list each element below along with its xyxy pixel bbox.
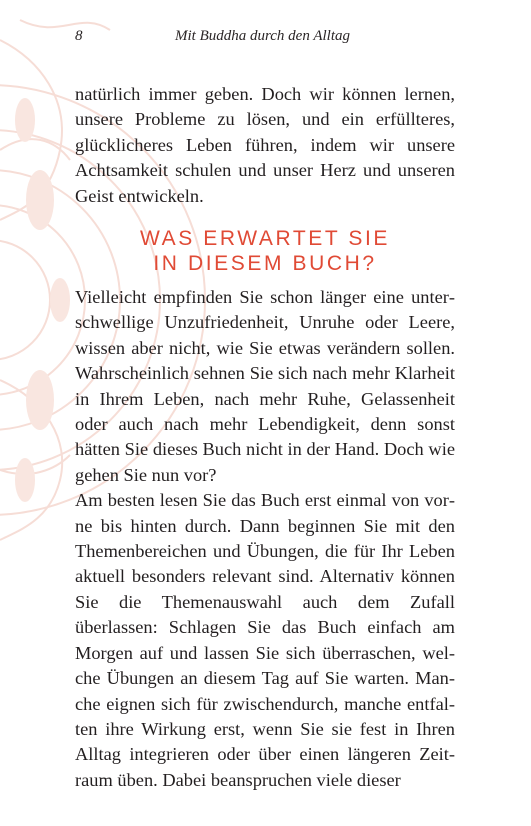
- section-heading-line-2: IN DIESEM BUCH?: [153, 252, 377, 275]
- intro-paragraph: natürlich immer geben. Doch wir können lernen, unsere Probleme zu lösen, und ein erfüllteres, glücklicheres Leben führen, indem wir unsere Achtsamkeit schulen und unser Herz und unseren Geist entwickeln.: [75, 84, 455, 206]
- running-header: [0, 28, 531, 50]
- body-paragraph-1: Vielleicht empfinden Sie schon länger eine unterschwellige Unzufriedenheit, Unruhe oder Leere, wissen aber nicht, wie Sie etwas verändern sollen. Wahrscheinlich sehnen Sie sich nach mehr Klarheit in Ihrem Leben, nach mehr Ruhe, Gelassenheit oder auch nach mehr Lebendigkeit, denn sonst hätten Sie dieses Buch nicht in der Hand. Doch wie gehen Sie nun vor?: [75, 287, 455, 485]
- book-title: Mit Buddha durch den Alltag: [175, 28, 350, 44]
- page-number: 8: [75, 28, 83, 44]
- body-paragraph-2: Am besten lesen Sie das Buch erst einmal von vorne bis hinten durch. Dann beginnen Sie mit den Themenbereichen und Übungen, die für Ihr Leben aktuell besonders relevant sind. Alternativ können Sie die Themenauswahl auch dem Zufall überlassen: Schlagen Sie das Buch einfach am Morgen auf und lassen Sie sich überraschen, welche Übungen an diesem Tag auf Sie warten. Manche eignen sich für zwischendurch, manche entfalten ihre Wirkung erst, wenn Sie sie fest in Ihren Alltag integrieren oder über einen längeren Zeitraum üben. Dabei beanspruchen viele dieser: [75, 490, 455, 790]
- intro-text: [75, 82, 455, 209]
- section-heading: [75, 226, 455, 276]
- section-heading-line-1: WAS ERWARTET SIE: [139, 227, 391, 250]
- section-body: [75, 285, 455, 793]
